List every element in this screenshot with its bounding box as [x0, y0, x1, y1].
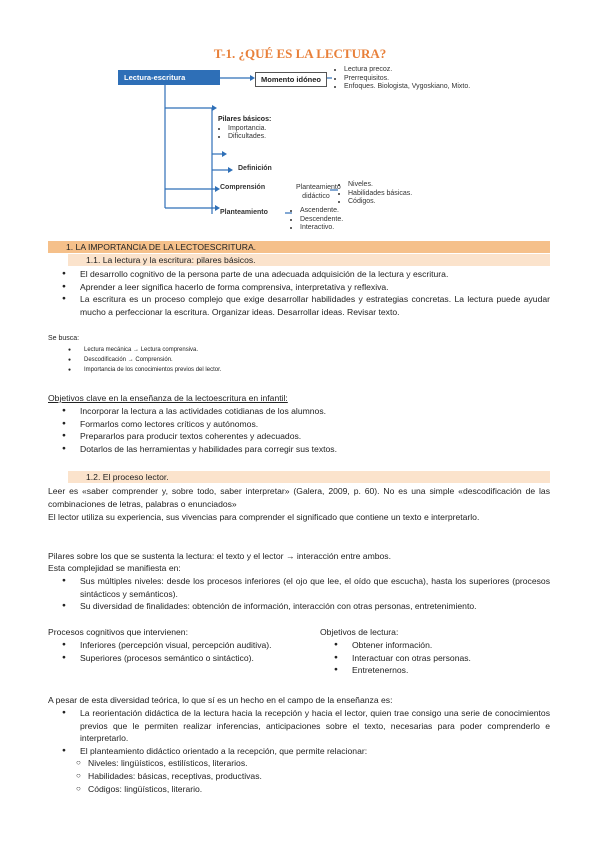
page-title: T-1. ¿QUÉ ES LA LECTURA?: [213, 46, 387, 61]
pilares-title: Pilares básicos:: [218, 116, 272, 123]
list-item: ● La reorientación didáctica de la lectura hacia la recepción y hacia el lector, quien trae consigo una serie de conocimientos previos que le permiten realizar inferencias, anticipaciones sobre el texto, necesarias para poder comprenderlo e interpretarlo.: [48, 707, 550, 745]
momento-list: [334, 66, 470, 92]
list-item: • Importancia.: [228, 125, 271, 134]
list-item: ● El planteamiento didáctico orientado a la recepción, que permite relacionar:: [48, 745, 550, 758]
complejidad-list: [48, 575, 550, 613]
list-item: ● Descodificación → Comprensión.: [48, 355, 550, 365]
definicion-label: Definición: [238, 165, 272, 172]
objetivos-title: Objetivos clave en la enseñanza de la lectoescritura en infantil:: [48, 393, 288, 403]
list-item: ● Inferiores (percepción visual, percepción auditiva).: [48, 639, 306, 652]
complejidad-label: Esta complejidad se manifiesta en:: [48, 563, 181, 573]
list-item: • Dificultades.: [228, 133, 271, 142]
list-item: ○ Códigos: lingüísticos, literario.: [48, 783, 550, 796]
subsection-heading: 1.1. La lectura y la escritura: pilares básicos.: [86, 255, 256, 265]
list-item: ● La escritura es un proceso complejo que exige desarrollar habilidades y estrategias concretas. La lectura puede ayudar mucho a perfeccionar la escritura. Organizar ideas. Desarrollar ideas. Revisar texto.: [48, 293, 550, 318]
list-item: • Códigos.: [348, 198, 412, 207]
list-item: ● Entretenernos.: [320, 664, 550, 677]
list-item: ● Incorporar la lectura a las actividades cotidianas de los alumnos.: [48, 405, 550, 418]
list-item: • Interactivo.: [300, 224, 343, 233]
concept-diagram: [0, 0, 600, 245]
list-item: ● Dotarlos de las herramientas y habilidades para corregir sus textos.: [48, 443, 550, 456]
planteamiento-label: Planteamiento: [220, 209, 268, 216]
objetivos-lectura-list: [320, 639, 550, 677]
list-item: ○ Habilidades: básicas, receptivas, productivas.: [48, 770, 550, 783]
comprension-label: Comprensión: [220, 184, 266, 191]
pesar-list: [48, 707, 550, 795]
list-item: • Lectura precoz.: [344, 66, 470, 75]
list-item: ● Sus múltiples niveles: desde los procesos inferiores (el ojo que lee, el oído que escucha), hasta los superiores (procesos sintácticos y semánticos).: [48, 575, 550, 600]
root-box: Lectura-escritura: [118, 70, 220, 85]
pilares-block: [218, 116, 271, 142]
section-heading: 1. LA IMPORTANCIA DE LA LECTOESCRITURA.: [66, 242, 257, 252]
list-item: ● Superiores (procesos semántico o sintáctico).: [48, 652, 306, 665]
procesos-list: [48, 639, 306, 664]
list-item: ● Su diversidad de finalidades: obtención de información, interacción con otras personas, entretenimiento.: [48, 600, 550, 613]
planteamiento-list: [290, 207, 343, 233]
niveles-list: [338, 181, 412, 207]
list-item: ● Interactuar con otras personas.: [320, 652, 550, 665]
list-item: • Ascendente.: [300, 207, 343, 216]
list-item: ● Prepararlos para producir textos coherentes y adecuados.: [48, 430, 550, 443]
list-item: ● Obtener información.: [320, 639, 550, 652]
list-item: ● Importancia de los conocimientos previos del lector.: [48, 365, 550, 375]
list-item: ● Aprender a leer significa hacerlo de forma comprensiva, interpretativa y reflexiva.: [48, 281, 550, 294]
list-item: • Habilidades básicas.: [348, 190, 412, 199]
procesos-title: Procesos cognitivos que intervienen:: [48, 627, 188, 637]
list-item: • Niveles.: [348, 181, 412, 190]
planteamiento-didactico-label: Planteamiento didáctico: [296, 184, 341, 200]
leer-paragraph: Leer es «saber comprender y, sobre todo, saber interpretar» (Galera, 2009, p. 60). No es una simple «descodificación de las combinaciones de letras, palabras o enunciados»: [48, 486, 550, 509]
se-busca-list: [48, 345, 550, 375]
intro-bullets: [48, 268, 550, 318]
momento-box: Momento idóneo: [255, 72, 327, 87]
se-busca-label: Se busca:: [48, 335, 80, 342]
subsection-heading-2: 1.2. El proceso lector.: [86, 472, 169, 482]
list-item: ● El desarrollo cognitivo de la persona parte de una adecuada adquisición de la lectura y escritura.: [48, 268, 550, 281]
lector-paragraph: El lector utiliza su experiencia, sus vivencias para comprender el significado que contiene un texto e interpretarlo.: [48, 512, 480, 522]
list-item: ● Lectura mecánica → Lectura comprensiva.: [48, 345, 550, 355]
objetivos-lectura-title: Objetivos de lectura:: [320, 627, 399, 637]
list-item: • Descendente.: [300, 216, 343, 225]
list-item: • Prerrequisitos.: [344, 75, 470, 84]
objetivos-list: [48, 405, 550, 455]
pesar-paragraph: A pesar de esta diversidad teórica, lo que sí es un hecho en el campo de la enseñanza es:: [48, 695, 393, 705]
list-item: ○ Niveles: lingüísticos, estilísticos, literarios.: [48, 757, 550, 770]
pilares-paragraph: Pilares sobre los que se sustenta la lectura: el texto y el lector → interacción entre ambos.: [48, 551, 391, 561]
list-item: ● Formarlos como lectores críticos y autónomos.: [48, 418, 550, 431]
list-item: • Enfoques. Biologista, Vygoskiano, Mixto.: [344, 83, 470, 92]
